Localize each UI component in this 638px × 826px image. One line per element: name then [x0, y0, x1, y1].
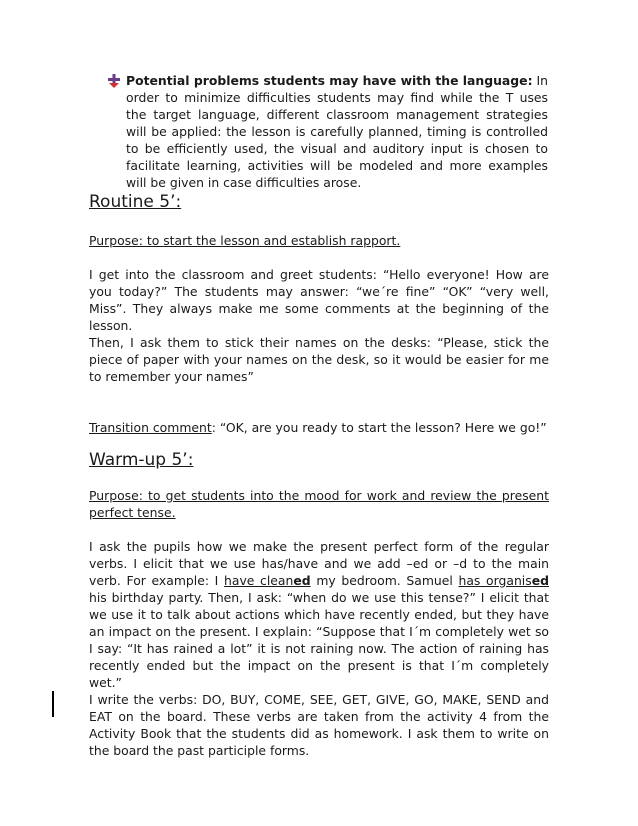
warmup-text-c: his birthday party. Then, I ask: “when do we use this tense?” I elicit that we use it to talk about actions which have recently ended, but they have an impact on the present. I explain: “Suppose that I´m completely wet so I say: “It has rained a lot” it is not raining now. The action of raining has recently ended but the impact on the present is that I´m completely wet.”: [89, 590, 549, 690]
routine-section: [89, 232, 549, 436]
text-cursor-bar: [52, 691, 54, 717]
warmup-section: [89, 487, 549, 759]
bullet-paragraph: [126, 72, 548, 191]
transition-text: : “OK, are you ready to start the lesson? Here we go!”: [211, 420, 547, 435]
routine-purpose: Purpose: to start the lesson and establish rapport.: [89, 233, 401, 248]
plus-arrow-bullet-icon: [106, 73, 122, 89]
routine-heading: Routine 5’:: [89, 192, 182, 212]
warmup-paragraph-1: [89, 538, 549, 691]
example-has-organised: [458, 573, 549, 588]
example-2-suffix: ed: [531, 573, 549, 588]
warmup-text-a: I ask the pupils how we make the present perfect form of the regular verbs. I elicit that we use has/have and we add –ed or –d to the main verb. For example: I: [89, 539, 549, 588]
routine-paragraph-1: I get into the classroom and greet students: “Hello everyone! How are you today?” The students may answer: “we´re fine” “OK” “very well, Miss”. They always make me some comments at the beginning of the lesson.: [89, 267, 549, 333]
routine-paragraph-2: Then, I ask them to stick their names on the desks: “Please, stick the piece of paper with your names on the desk, so it would be easier for me to remember your names”: [89, 335, 549, 384]
example-1-stem: have clean: [224, 573, 294, 588]
warmup-heading: Warm-up 5’:: [89, 450, 194, 470]
warmup-purpose: Purpose: to get students into the mood for work and review the present perfect tense.: [89, 488, 549, 520]
warmup-paragraph-2: I write the verbs: DO, BUY, COME, SEE, GET, GIVE, GO, MAKE, SEND and EAT on the board. These verbs are taken from the activity 4 from the Activity Book that the students did as homework. I ask them to write on the board the past participle forms.: [89, 692, 549, 758]
example-1-suffix: ed: [293, 573, 311, 588]
warmup-text-b: my bedroom. Samuel: [310, 573, 459, 588]
example-have-cleaned: [224, 573, 311, 588]
bullet-item: [106, 72, 548, 191]
bullet-body: In order to minimize difficulties students may find while the T uses the target language, different classroom management strategies will be applied: the lesson is carefully planned, timing is controlled to be efficiently used, the visual and auditory input is chosen to facilitate learning, activities will be modeled and more examples will be given in case difficulties arose.: [126, 73, 548, 190]
transition-label: Transition comment: [89, 420, 212, 435]
transition-comment: [89, 419, 549, 436]
example-2-stem: has organis: [458, 573, 532, 588]
bullet-lead: Potential problems students may have with the language:: [126, 73, 533, 88]
